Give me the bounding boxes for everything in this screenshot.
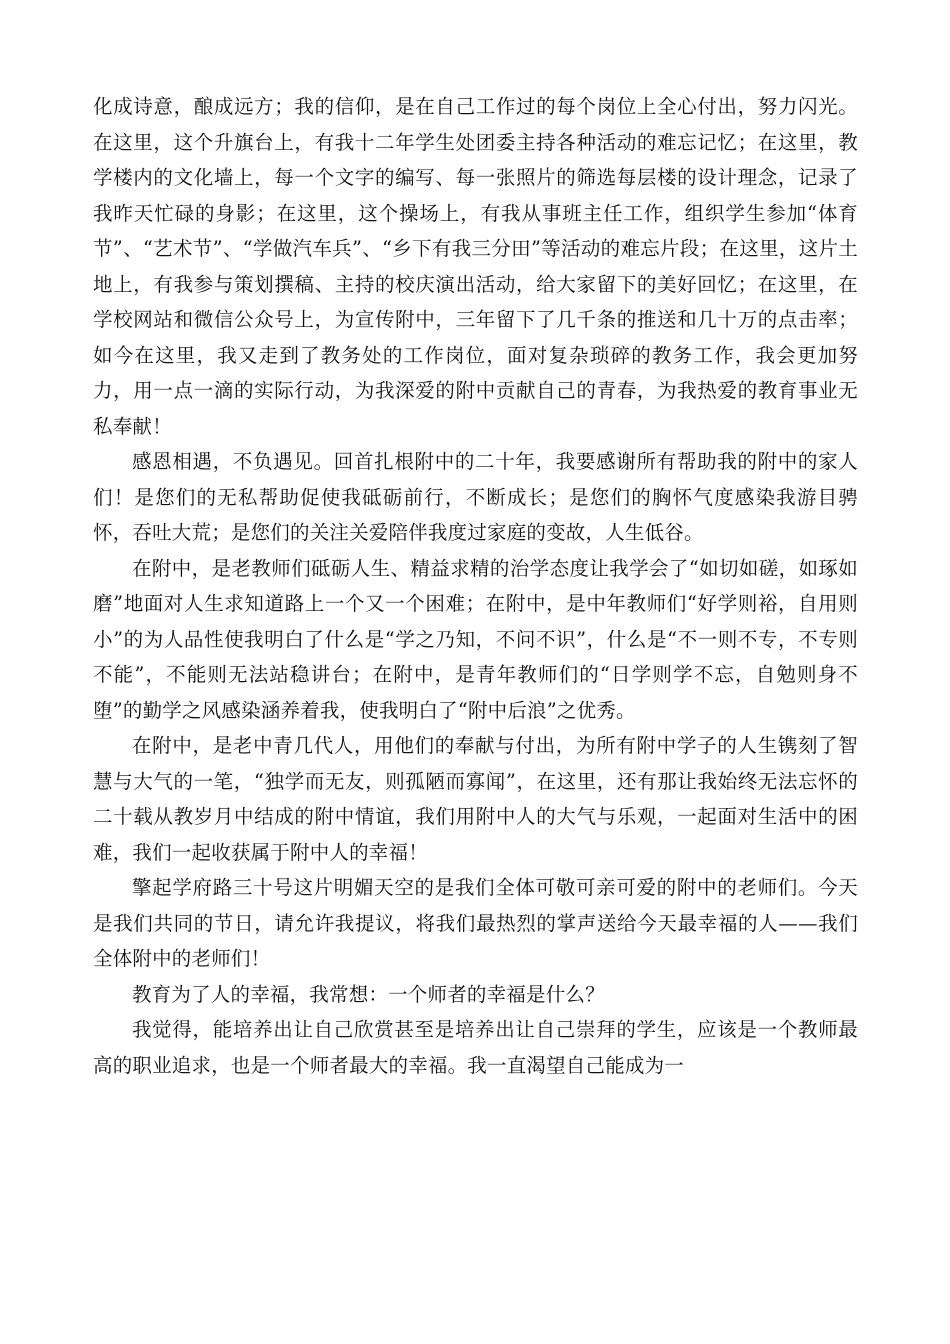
- paragraph-question: 教育为了人的幸福，我常想：一个师者的幸福是什么？: [132, 982, 605, 1006]
- paragraph-continuation: 化成诗意，酿成远方；我的信仰，是在自己工作过的每个岗位上全心付出，努力闪光。在这里，这个升旗台上，有我十二年学生处团委主持各种活动的难忘记忆；在这里，教学楼内的文化墙上，每一个文字的编写、每一张照片的筛选每层楼的设计理念，记录了我昨天忙碌的身影；在这里，这个操场上，有我从事班主任工作，组织学生参加“体育节”、“艺术节”、“学做汽车兵”、“乡下有我三分田”等活动的难忘片段；在这里，这片土地上，有我参与策划撰稿、主持的校庆演出活动，给大家留下的美好回忆；在这里，在学校网站和微信公众号上，为宣传附中，三年留下了几千条的推送和几十万的点击率；如今在这里，我又走到了教务处的工作岗位，面对复杂琐碎的教务工作，我会更加努力，用一点一滴的实际行动，为我深爱的附中贡献自己的青春，为我热爱的教育事业无私奉献！: [93, 95, 858, 438]
- paragraph-teachers-generations: 在附中，是老教师们砥砺人生、精益求精的治学态度让我学会了“如切如磋，如琢如磨”地面对人生求知道路上一个又一个困难；在附中，是中年教师们“好学则裕，自用则小”的为人品性使我明白了什么是“学之乃知，不问不识”，什么是“不一则不专，不专则不能”，不能则无法站稳讲台；在附中，是青年教师们的“日学则学不忘，自勉则身不堕”的勤学之风感染涵养着我，使我明白了“附中后浪”之优秀。: [93, 556, 858, 722]
- paragraph-dedication: 在附中，是老中青几代人，用他们的奉献与付出，为所有附中学子的人生镌刻了智慧与大气的一笔，“独学而无友，则孤陋而寡闻”，在这里，还有那让我始终无法忘怀的二十载从教岁月中结成的附中情谊，我们用附中人的大气与乐观，一起面对生活中的困难，我们一起收获属于附中人的幸福！: [93, 734, 858, 864]
- paragraph-gratitude: 感恩相遇，不负遇见。回首扎根附中的二十年，我要感谢所有帮助我的附中的家人们！是您们的无私帮助促使我砥砺前行，不断成长；是您们的胸怀气度感染我游目骋怀，吞吐大荒；是您们的关注关爱陪伴我度过家庭的变故，人生低谷。: [93, 450, 858, 544]
- paragraph-answer: 我觉得，能培养出让自己欣赏甚至是培养出让自己崇拜的学生，应该是一个教师最高的职业追求，也是一个师者最大的幸福。我一直渴望自己能成为一: [93, 1018, 858, 1077]
- document-page: [93, 89, 858, 1083]
- paragraph-applause: 擎起学府路三十号这片明媚天空的是我们全体可敬可亲可爱的附中的老师们。今天是我们共同的节日，请允许我提议，将我们最热烈的掌声送给今天最幸福的人——我们全体附中的老师们！: [93, 876, 858, 970]
